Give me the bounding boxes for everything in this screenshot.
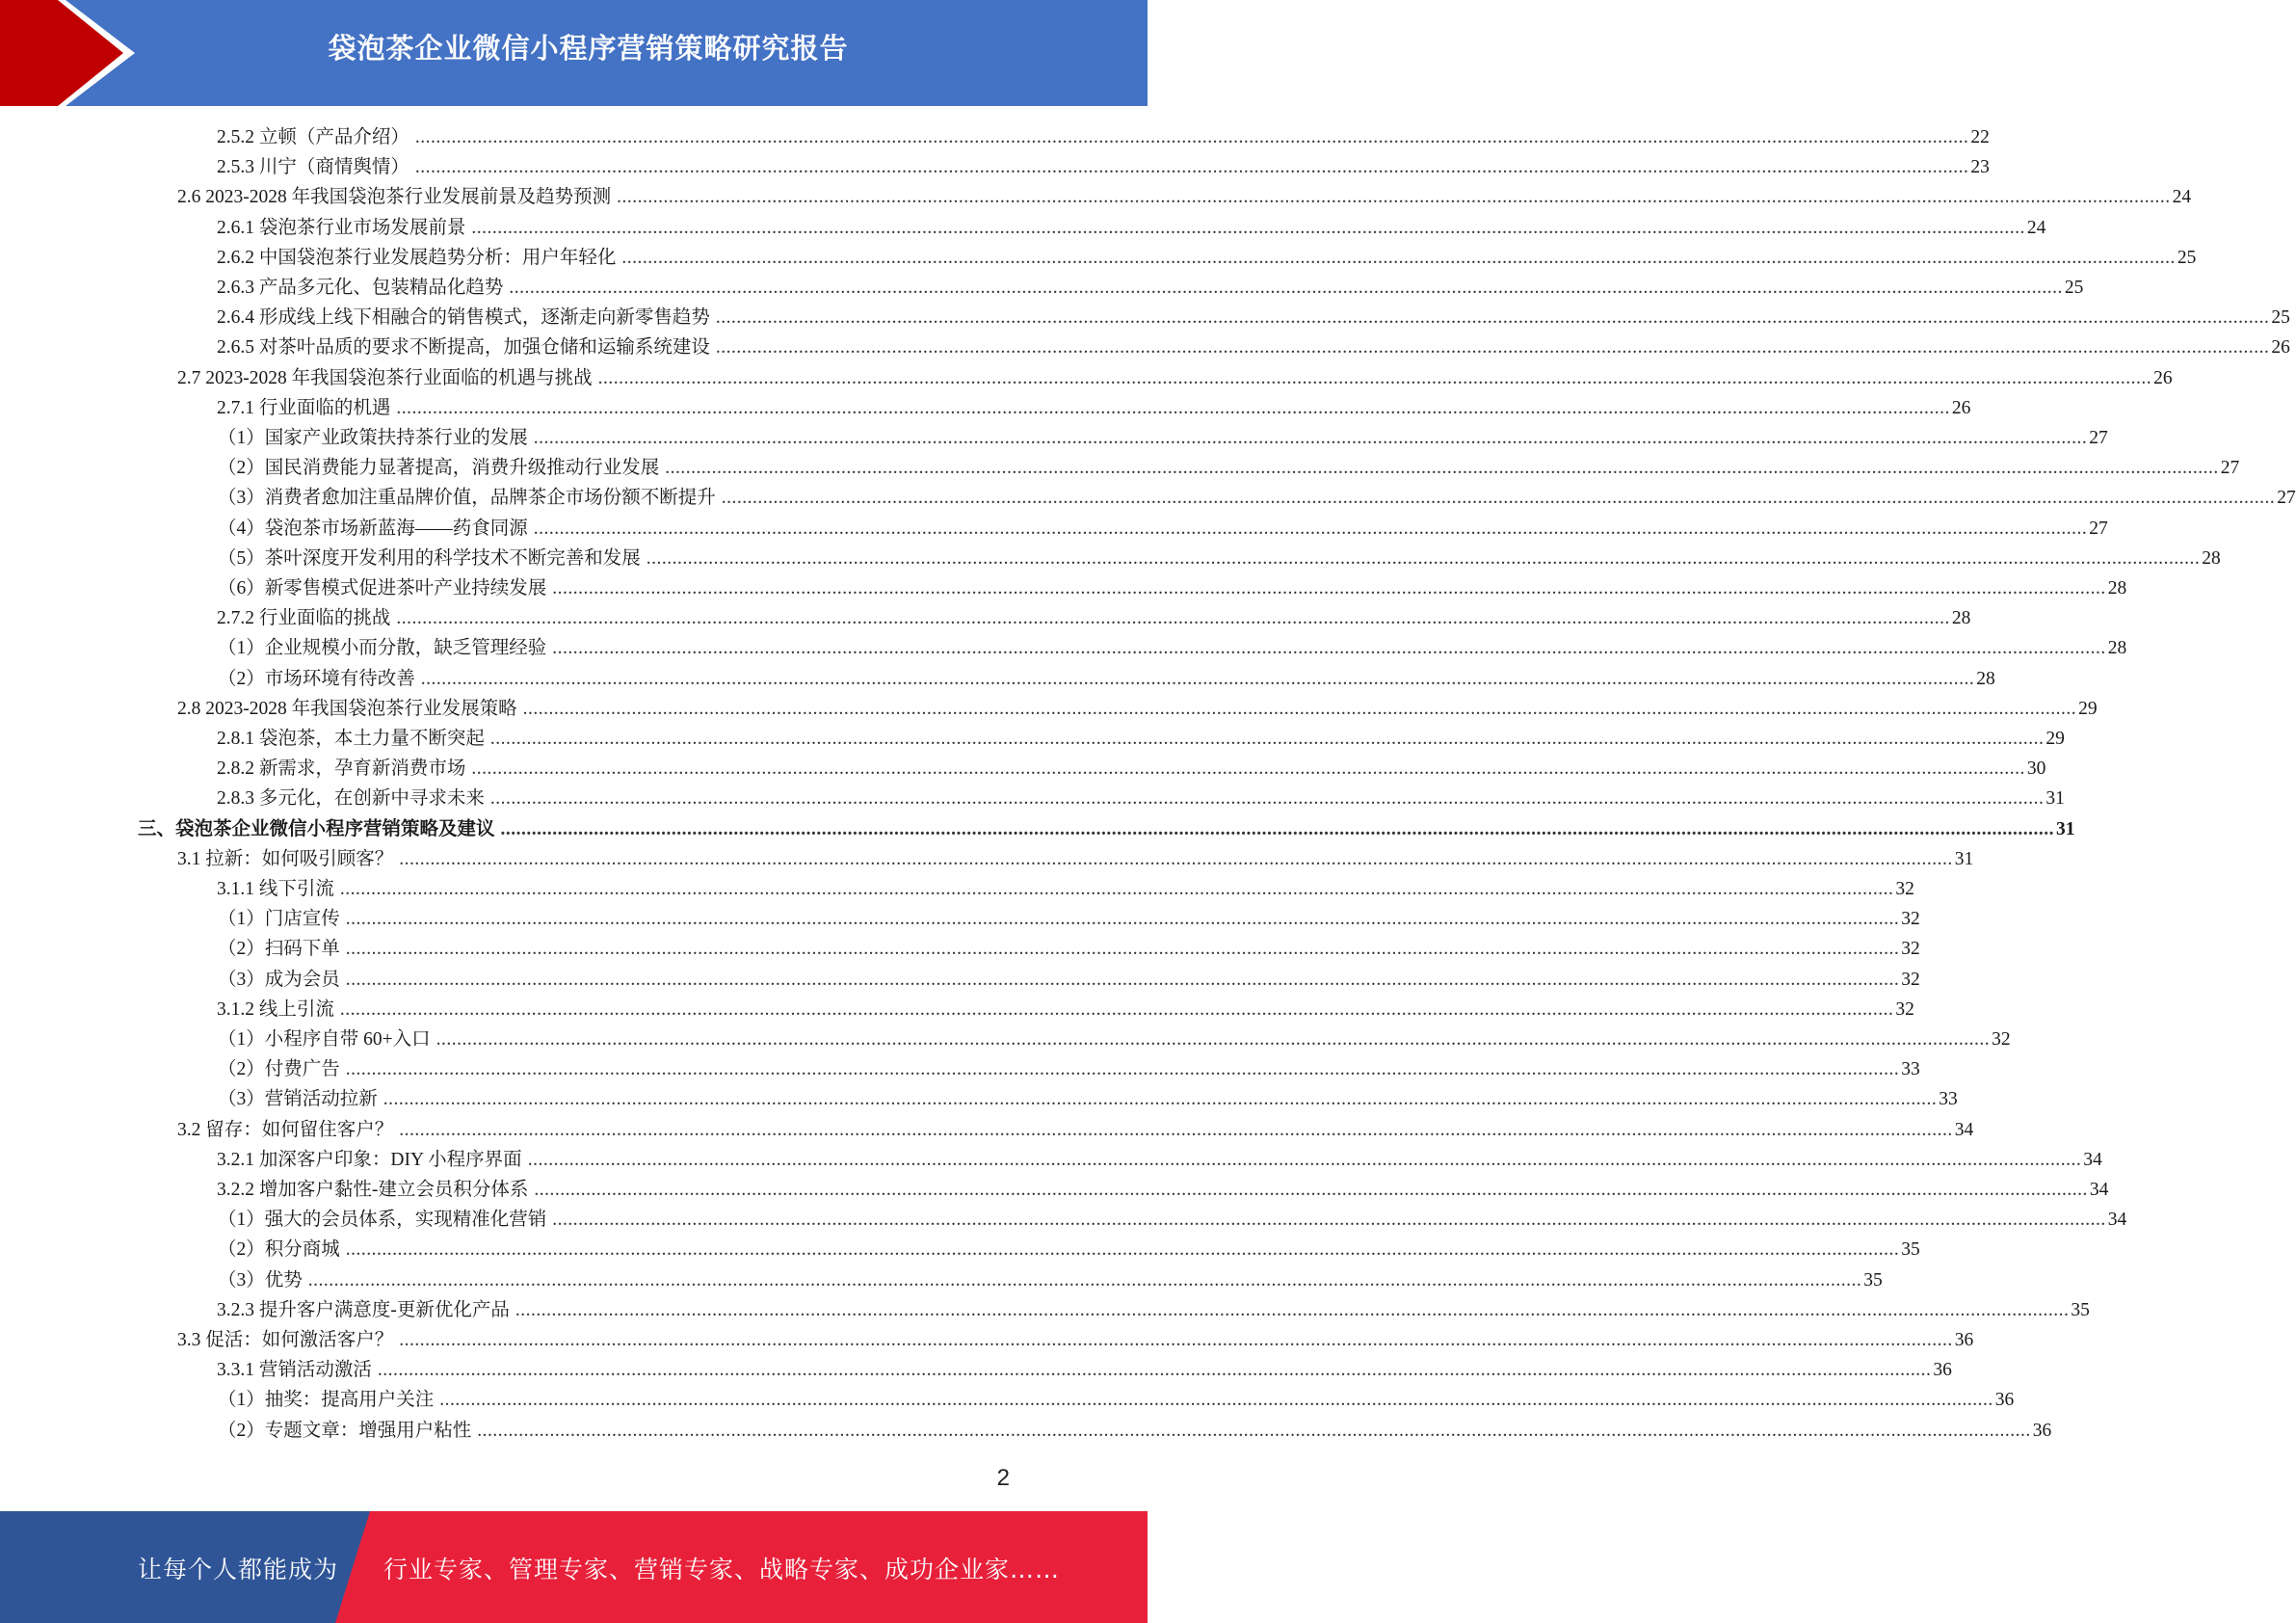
toc-entry-title: 3.1 拉新：如何吸引顾客？ (177, 848, 394, 869)
toc-entry[interactable] (0, 1325, 1974, 1355)
toc-entry-title: 2.5.3 川宁（商情舆情） (217, 157, 409, 178)
toc-entry[interactable] (0, 423, 2108, 453)
toc-entry-page: 33 (1939, 1089, 1958, 1110)
toc-entry-title: 3.2.3 提升客户满意度-更新优化产品 (217, 1299, 510, 1320)
toc-entry[interactable] (0, 904, 1920, 934)
toc-dot-leader: ............................................................................................................................................................................................................................................................................................................ (534, 1180, 2088, 1200)
toc-entry-title: （2）国民消费能力显著提高，消费升级推动行业发展 (218, 458, 660, 479)
toc-entry[interactable] (0, 1175, 2109, 1205)
toc-entry[interactable] (0, 724, 2065, 754)
toc-dot-leader: ............................................................................................................................................................................................................................................................................................................ (646, 547, 2201, 569)
toc-dot-leader: ............................................................................................................................................................................................................................................................................................................ (477, 1420, 2031, 1441)
toc-entry-page: 36 (1933, 1360, 1952, 1381)
toc-entry[interactable] (0, 213, 2046, 243)
toc-dot-leader: ............................................................................................................................................................................................................................................................................................................ (414, 127, 1969, 147)
toc-entry-title: 3.2.1 加深客户印象：DIY 小程序界面 (217, 1149, 522, 1170)
toc-entry[interactable] (0, 1054, 1920, 1084)
toc-entry-page: 30 (2026, 758, 2046, 780)
toc-entry-title: 2.6.2 中国袋泡茶行业发展趋势分析：用户年轻化 (217, 247, 617, 268)
toc-dot-leader: ............................................................................................................................................................................................................................................................................................................ (345, 1059, 1900, 1080)
toc-entry[interactable] (0, 814, 2075, 844)
toc-entry[interactable] (0, 664, 1995, 694)
toc-entry-page: 32 (1992, 1029, 2011, 1050)
toc-dot-leader: ............................................................................................................................................................................................................................................................................................................ (471, 217, 2025, 238)
toc-entry-title: （3）营销活动拉新 (218, 1089, 378, 1110)
toc-dot-leader: ............................................................................................................................................................................................................................................................................................................ (420, 668, 1975, 689)
toc-entry[interactable] (0, 122, 1990, 152)
toc-entry-title: 2.8.2 新需求，孕育新消费市场 (217, 758, 466, 780)
toc-entry-page: 28 (2202, 547, 2221, 569)
toc-entry-page: 23 (1970, 157, 1990, 178)
footer-slogan-right: 行业专家、管理专家、营销专家、战略专家、成功企业家…… (383, 1556, 1061, 1583)
toc-entry-page: 24 (2026, 217, 2046, 238)
footer-banner (0, 1511, 1148, 1623)
toc-entry-title: 2.8.1 袋泡茶，本土力量不断突起 (217, 729, 485, 749)
toc-entry-page: 32 (1901, 969, 1920, 990)
toc-entry-title: （4）袋泡茶市场新蓝海——药食同源 (218, 518, 528, 539)
toc-dot-leader: ............................................................................................................................................................................................................................................................................................................ (721, 488, 2276, 509)
toc-dot-leader: ............................................................................................................................................................................................................................................................................................................ (471, 758, 2025, 780)
toc-entry-page: 29 (2045, 729, 2065, 749)
toc-entry[interactable] (0, 483, 2296, 513)
toc-entry-title: 3.3 促活：如何激活客户？ (177, 1330, 394, 1350)
toc-entry-title: （2）付费广告 (218, 1059, 340, 1080)
toc-dot-leader: ............................................................................................................................................................................................................................................................................................................ (617, 187, 2171, 208)
toc-entry[interactable] (0, 844, 1974, 874)
toc-entry[interactable] (0, 514, 2108, 544)
toc-entry[interactable] (0, 182, 2192, 212)
toc-entry-page: 28 (2107, 638, 2127, 659)
toc-dot-leader: ............................................................................................................................................................................................................................................................................................................ (533, 518, 2088, 539)
toc-entry[interactable] (0, 1416, 2052, 1446)
toc-entry-title: （3）消费者愈加注重品牌价值，品牌茶企市场份额不断提升 (218, 488, 716, 509)
toc-entry-page: 22 (1970, 127, 1990, 147)
toc-entry-page: 25 (2271, 307, 2290, 329)
toc-dot-leader: ............................................................................................................................................................................................................................................................................................................ (552, 1210, 2106, 1231)
toc-dot-leader: ............................................................................................................................................................................................................................................................................................................ (621, 247, 2176, 268)
toc-entry-page: 25 (2177, 247, 2197, 268)
toc-entry-page: 26 (2153, 367, 2173, 388)
toc-dot-leader: ............................................................................................................................................................................................................................................................................................................ (489, 788, 2045, 810)
toc-entry[interactable] (0, 1265, 1883, 1295)
toc-entry-title: 2.6.4 形成线上线下相融合的销售模式，逐渐走向新零售趋势 (217, 307, 710, 329)
toc-dot-leader: ............................................................................................................................................................................................................................................................................................................ (383, 1089, 1938, 1110)
toc-entry-page: 27 (2220, 458, 2240, 479)
toc-entry-title: 2.8.3 多元化，在创新中寻求未来 (217, 788, 485, 810)
toc-entry[interactable] (0, 1295, 2090, 1325)
toc-dot-leader: ............................................................................................................................................................................................................................................................................................................ (396, 397, 1950, 418)
toc-entry[interactable] (0, 1385, 2015, 1415)
toc-dot-leader: ............................................................................................................................................................................................................................................................................................................ (414, 157, 1969, 178)
toc-entry-page: 32 (1901, 939, 1920, 960)
toc-entry-page: 27 (2277, 488, 2296, 509)
toc-entry[interactable] (0, 1145, 2102, 1175)
toc-entry-page: 34 (2107, 1210, 2127, 1231)
toc-entry-title: 三、袋泡茶企业微信小程序营销策略及建议 (138, 818, 495, 839)
toc-entry-page: 26 (1951, 397, 1971, 418)
toc-entry[interactable] (0, 243, 2197, 273)
toc-entry-page: 36 (2032, 1420, 2052, 1441)
toc-entry-page: 29 (2078, 698, 2098, 719)
toc-dot-leader: ............................................................................................................................................................................................................................................................................................................ (515, 1299, 2070, 1320)
toc-entry-page: 28 (2107, 578, 2127, 599)
toc-entry-title: （3）优势 (218, 1269, 303, 1290)
toc-dot-leader: ............................................................................................................................................................................................................................................................................................................ (665, 458, 2219, 479)
toc-entry-page: 34 (2089, 1180, 2109, 1200)
toc-dot-leader: ............................................................................................................................................................................................................................................................................................................ (533, 428, 2088, 448)
toc-entry-page: 28 (1976, 668, 1995, 689)
toc-entry-title: 2.7.1 行业面临的机遇 (217, 397, 391, 418)
toc-entry-title: 3.2.2 增加客户黏性-建立会员积分体系 (217, 1180, 529, 1200)
toc-entry[interactable] (0, 995, 1914, 1024)
toc-dot-leader: ............................................................................................................................................................................................................................................................................................................ (345, 909, 1900, 930)
toc-entry[interactable] (0, 303, 2290, 333)
toc-entry-title: （1）小程序自带 60+入口 (218, 1029, 431, 1050)
toc-entry[interactable] (0, 363, 2173, 393)
toc-entry-title: （1）强大的会员体系，实现精准化营销 (218, 1210, 547, 1231)
toc-entry[interactable] (0, 1024, 2011, 1054)
toc-entry[interactable] (0, 1205, 2127, 1235)
toc-entry-page: 32 (1895, 879, 1914, 899)
toc-entry-title: 2.6.5 对茶叶品质的要求不断提高，加强仓储和运输系统建设 (217, 337, 710, 359)
toc-entry-title: 3.2 留存：如何留住客户？ (177, 1119, 394, 1140)
toc-dot-leader: ............................................................................................................................................................................................................................................................................................................ (345, 969, 1900, 990)
toc-entry[interactable] (0, 694, 2098, 724)
toc-entry-title: （6）新零售模式促进茶叶产业持续发展 (218, 578, 547, 599)
toc-entry[interactable] (0, 1355, 1952, 1385)
toc-entry-page: 36 (1994, 1390, 2015, 1411)
toc-entry-title: 2.6.1 袋泡茶行业市场发展前景 (217, 217, 466, 238)
toc-entry-page: 24 (2172, 187, 2192, 208)
toc-dot-leader: ............................................................................................................................................................................................................................................................................................................ (399, 1119, 1953, 1140)
toc-entry-page: 31 (2045, 788, 2065, 810)
toc-entry-page: 35 (2071, 1299, 2090, 1320)
toc-dot-leader: ............................................................................................................................................................................................................................................................................................................ (509, 278, 2063, 298)
toc-entry-page: 35 (1863, 1269, 1883, 1290)
toc-entry-title: 2.8 2023-2028 年我国袋泡茶行业发展策略 (177, 698, 517, 719)
toc-entry[interactable] (0, 544, 2221, 573)
toc-entry-title: 2.6 2023-2028 年我国袋泡茶行业发展前景及趋势预测 (177, 187, 612, 208)
toc-dot-leader: ............................................................................................................................................................................................................................................................................................................ (435, 1029, 1991, 1050)
toc-dot-leader: ............................................................................................................................................................................................................................................................................................................ (345, 939, 1900, 960)
toc-entry-page: 27 (2089, 428, 2108, 448)
toc-entry-page: 34 (1954, 1119, 1974, 1140)
toc-entry-title: 3.1.2 线上引流 (217, 998, 334, 1020)
toc-entry[interactable] (0, 965, 1920, 995)
toc-dot-leader: ............................................................................................................................................................................................................................................................................................................ (552, 638, 2106, 659)
toc-dot-leader: ............................................................................................................................................................................................................................................................................................................ (399, 1330, 1953, 1350)
toc-entry[interactable] (0, 1235, 1920, 1264)
toc-dot-leader: ............................................................................................................................................................................................................................................................................................................ (489, 729, 2045, 749)
toc-entry[interactable] (0, 393, 1971, 423)
toc-entry-title: （2）扫码下单 (218, 939, 340, 960)
toc-entry[interactable] (0, 273, 2084, 303)
toc-entry-page: 33 (1901, 1059, 1920, 1080)
toc-entry-title: 2.7.2 行业面临的挑战 (217, 608, 391, 629)
toc-dot-leader: ............................................................................................................................................................................................................................................................................................................ (345, 1239, 1900, 1261)
toc-entry-page: 31 (2056, 818, 2075, 839)
toc-entry[interactable] (0, 784, 2065, 813)
toc-entry[interactable] (0, 333, 2290, 362)
toc-dot-leader: ............................................................................................................................................................................................................................................................................................................ (396, 608, 1950, 629)
toc-dot-leader: ............................................................................................................................................................................................................................................................................................................ (597, 367, 2152, 388)
toc-entry-title: （3）成为会员 (218, 969, 340, 990)
toc-entry-title: （1）门店宣传 (218, 909, 340, 930)
toc-entry-title: （1）企业规模小而分散，缺乏管理经验 (218, 638, 547, 659)
toc-entry-page: 28 (1951, 608, 1971, 629)
toc-dot-leader: ............................................................................................................................................................................................................................................................................................................ (552, 578, 2106, 599)
toc-dot-leader: ............................................................................................................................................................................................................................................................................................................ (527, 1149, 2082, 1170)
toc-entry-title: （5）茶叶深度开发利用的科学技术不断完善和发展 (218, 547, 641, 569)
toc-entry[interactable] (0, 603, 1971, 633)
toc-dot-leader: ............................................................................................................................................................................................................................................................................................................ (522, 698, 2077, 719)
toc-entry-page: 26 (2271, 337, 2290, 359)
toc-dot-leader: ............................................................................................................................................................................................................................................................................................................ (339, 879, 1894, 899)
toc-dot-leader: ............................................................................................................................................................................................................................................................................................................ (377, 1360, 1932, 1381)
toc-entry-title: 2.7 2023-2028 年我国袋泡茶行业面临的机遇与挑战 (177, 367, 593, 388)
toc-entry-page: 31 (1954, 848, 1974, 869)
toc-entry[interactable] (0, 874, 1914, 904)
toc-entry[interactable] (0, 453, 2240, 483)
toc-dot-leader: ............................................................................................................................................................................................................................................................................................................ (339, 998, 1894, 1020)
toc-entry-page: 32 (1895, 998, 1914, 1020)
toc-entry-page: 36 (1954, 1330, 1974, 1350)
toc-entry-page: 35 (1901, 1239, 1920, 1261)
toc-entry-title: （2）市场环境有待改善 (218, 668, 415, 689)
footer-slogan-left: 让每个人都能成为 (138, 1556, 339, 1583)
toc-entry-title: 2.5.2 立顿（产品介绍） (217, 127, 409, 147)
toc-entry-page: 32 (1901, 909, 1920, 930)
toc-dot-leader: ............................................................................................................................................................................................................................................................................................................ (500, 818, 2055, 839)
toc-entry[interactable] (0, 633, 2127, 663)
toc-entry-title: 3.1.1 线下引流 (217, 879, 334, 899)
toc-entry[interactable] (0, 573, 2127, 603)
toc-entry[interactable] (0, 152, 1990, 182)
toc-dot-leader: ............................................................................................................................................................................................................................................................................................................ (439, 1390, 1993, 1411)
toc-entry[interactable] (0, 1115, 1974, 1145)
toc-entry[interactable] (0, 1084, 1958, 1114)
report-title: 袋泡茶企业微信小程序营销策略研究报告 (328, 32, 849, 65)
toc-entry-page: 27 (2089, 518, 2108, 539)
toc-entry-title: （2）积分商城 (218, 1239, 340, 1261)
toc-entry-title: （1）抽奖：提高用户关注 (218, 1390, 435, 1411)
page-number: 2 (996, 1465, 1010, 1491)
toc-entry-title: （1）国家产业政策扶持茶行业的发展 (218, 428, 528, 448)
toc-dot-leader: ............................................................................................................................................................................................................................................................................................................ (307, 1269, 1862, 1290)
toc-entry[interactable] (0, 934, 1920, 964)
toc-entry-title: （2）专题文章：增强用户粘性 (218, 1420, 472, 1441)
toc-dot-leader: ............................................................................................................................................................................................................................................................................................................ (715, 337, 2270, 359)
toc-entry-title: 2.6.3 产品多元化、包装精品化趋势 (217, 278, 504, 298)
toc-entry-title: 3.3.1 营销活动激活 (217, 1360, 372, 1381)
toc-entry[interactable] (0, 754, 2046, 784)
toc-entry-page: 34 (2083, 1149, 2102, 1170)
toc-dot-leader: ............................................................................................................................................................................................................................................................................................................ (715, 307, 2270, 329)
toc-entry-page: 25 (2064, 278, 2084, 298)
report-header (0, 0, 1148, 106)
toc-dot-leader: ............................................................................................................................................................................................................................................................................................................ (399, 848, 1953, 869)
table-of-contents (0, 122, 2296, 1452)
